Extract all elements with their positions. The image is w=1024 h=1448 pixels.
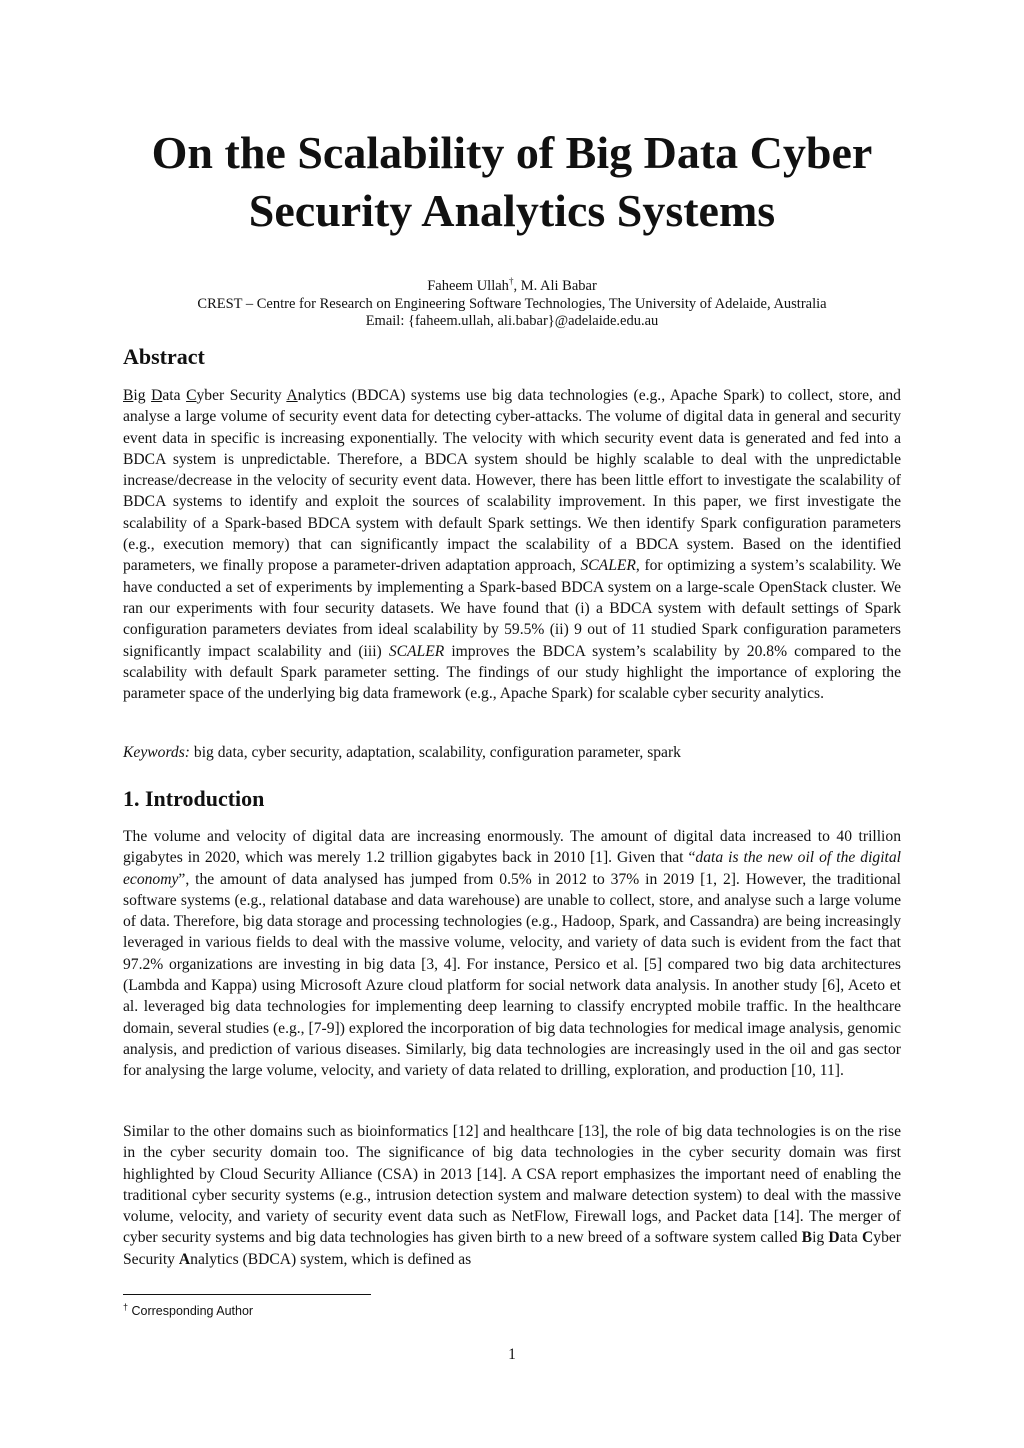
abstract-body-2: , for optimizing a system’s scalability. We have conducted a set of experiments by implementing a Spark-based BDCA system on a large-scale OpenStack cluster. We ran our experiments with four security datasets. We have found that (i) a BDCA system with default settings of Spark configuration parameters deviates from ideal scalability by 59.5% (ii) 9 out of 11 studied Spark configuration parameters significantly impact scalability and (iii) bbox=[123, 557, 902, 660]
intro-p1-part-b: ”, the amount of data analysed has jumped from 0.5% in 2012 to 37% in 2019 [1, 2]. However, the traditional software systems (e.g., relational database and data warehouse) are unable to collect, store, and analyse such a large volume of data. Therefore, big data storage and processing technologies (e.g., Hadoop, Spark, and Cassandra) are being increasingly leveraged in various fields to deal with the massive volume, velocity, and variety of data such is evident from the fact that 97.2% organizations are investing in big data [3, 4]. For instance, Persico et al. [5] compared two big data architectures (Lambda and Kappa) using Microsoft Azure cloud platform for social network data analysis. In another study [6], Aceto et al. leveraged big data technologies for implementing deep learning to classify encrypted mobile traffic. In the healthcare domain, several studies (e.g., [7-9]) explored the incorporation of big data technologies for medical image analysis, genomic analysis, and prediction of various diseases. Similarly, big data technologies are increasingly used in the oil and gas sector for analysing the large volume, velocity, and variety of data related to drilling, exploration, and production [10, 11]. bbox=[123, 870, 901, 1080]
introduction-paragraph-2 bbox=[123, 1121, 901, 1270]
intro-p2-yber: yber Security bbox=[123, 1229, 901, 1268]
abstract-lead-nalytics: nalytics bbox=[297, 387, 347, 404]
abstract-body-3: improves the BDCA system’s scalability by 20.8% compared to the scalability with default Spark parameter setting. The findings of our study highlight the importance of exploring the parameter space of the underlying big data framework (e.g., Apache Spark) for scalable cyber security analytics. bbox=[123, 642, 901, 703]
abstract-lead-ata: ata bbox=[162, 387, 187, 404]
abstract-body-1: (BDCA) systems use big data technologies (e.g., Apache Spark) to collect, store, and analyse a large volume of security event data for detecting cyber-attacks. The volume of digital data in general and security event data in specific is increasing exponentially. The velocity with which security event data is generated and fed into a BDCA system is unpredictable. Therefore, a BDCA system should be highly scalable to deal with the unpredictable increase/decrease in the velocity of security event data. However, there has been little effort to investigate the scalability of BDCA systems to identify and exploit the sources of scalability improvement. In this paper, we first investigate the scalability of a Spark-based BDCA system with default Spark settings. We then identify Spark configuration parameters (e.g., execution memory) that can significantly impact the scalability of a BDCA system. Based on the identified parameters, we finally propose a parameter-driven adaptation approach, bbox=[123, 387, 901, 575]
paper-title bbox=[80, 124, 944, 240]
author-block bbox=[80, 278, 944, 331]
intro-p2-ig: ig bbox=[812, 1229, 829, 1247]
abstract-scaler-1: SCALER bbox=[580, 557, 636, 575]
introduction-heading: 1. Introduction bbox=[123, 786, 265, 811]
affiliation: CREST – Centre for Research on Engineering Software Technologies, The University of Adelaide, Australia bbox=[197, 295, 827, 312]
abstract-acronym-b: B bbox=[123, 387, 134, 404]
abstract-acronym-d: D bbox=[151, 387, 163, 404]
introduction-paragraph-1 bbox=[123, 826, 901, 1082]
title-line-1: On the Scalability of Big Data Cyber bbox=[151, 127, 873, 178]
page-number: 1 bbox=[508, 1346, 516, 1363]
abstract-acronym-c: C bbox=[186, 387, 197, 404]
footnote-mark: † bbox=[123, 1302, 129, 1312]
author-2: , M. Ali Babar bbox=[513, 278, 597, 294]
intro-p2-nalytics: nalytics (BDCA) system, which is defined as bbox=[190, 1250, 472, 1268]
keywords-label: Keywords: bbox=[123, 744, 190, 761]
author-email: Email: {faheem.ullah, ali.babar}@adelaide.edu.au bbox=[365, 313, 659, 329]
intro-p1-quote: data is the new oil of the digital economy bbox=[123, 849, 901, 888]
keywords-text: big data, cyber security, adaptation, scalability, configuration parameter, spark bbox=[190, 744, 681, 761]
abstract-lead-yber: yber Security bbox=[196, 387, 287, 404]
abstract-lead-ig: ig bbox=[133, 387, 152, 404]
intro-p2-ata: ata bbox=[839, 1229, 863, 1247]
abstract-heading: Abstract bbox=[123, 344, 205, 369]
footnote-text: Corresponding Author bbox=[128, 1304, 254, 1318]
keywords bbox=[123, 742, 901, 763]
intro-p2-acronym-c: C bbox=[862, 1229, 874, 1247]
intro-p2-part-a: Similar to the other domains such as bioinformatics [12] and healthcare [13], the role of big data technologies is on the rise in the cyber security domain too. The significance of big data technologies in the cyber security domain was first highlighted by Cloud Security Alliance (CSA) in 2013 [14]. A CSA report emphasizes the important need of enabling the traditional cyber security systems (e.g., intrusion detection system and malware detection system) to deal with the massive volume, velocity, and variety of security event data such as NetFlow, Firewall logs, and Packet data [14]. The merger of cyber security systems and big data technologies has given birth to a new breed of a software system called bbox=[123, 1123, 901, 1247]
author-1: Faheem Ullah bbox=[427, 278, 509, 294]
abstract-scaler-2: SCALER bbox=[388, 642, 445, 660]
author-names bbox=[80, 278, 944, 296]
intro-p1-part-a: The volume and velocity of digital data are increasing enormously. The amount of digital data increased to 40 trillion gigabytes in 2020, which was merely 1.2 trillion gigabytes back in 2010 [1]. Given that “ bbox=[123, 828, 901, 867]
corresponding-dagger: † bbox=[508, 276, 514, 286]
abstract-text bbox=[123, 385, 901, 704]
intro-p2-acronym-a: A bbox=[178, 1250, 191, 1268]
intro-p2-acronym-d: D bbox=[828, 1229, 840, 1247]
abstract-acronym-a: A bbox=[286, 387, 298, 404]
title-line-2: Security Analytics Systems bbox=[248, 185, 776, 236]
footnote bbox=[123, 1304, 253, 1318]
footnote-divider bbox=[123, 1294, 371, 1295]
intro-p2-acronym-b: B bbox=[801, 1229, 813, 1247]
